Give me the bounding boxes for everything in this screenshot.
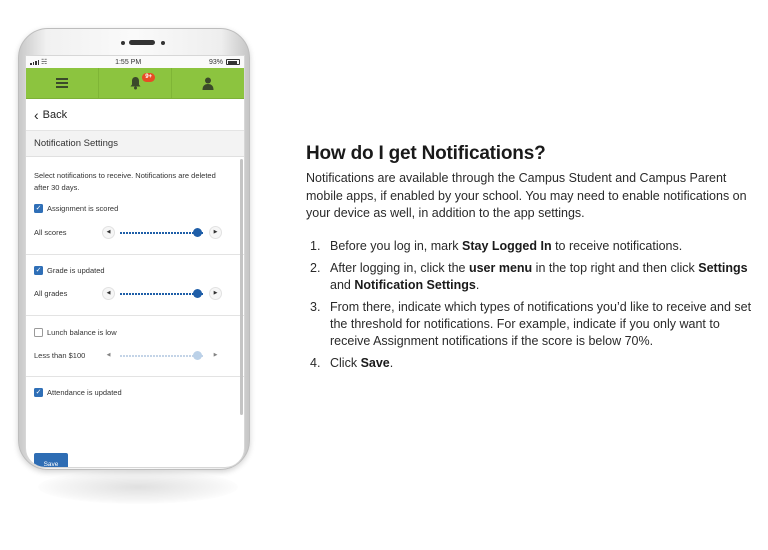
checkbox-lunch-balance[interactable] [26,328,244,337]
app-bar [26,68,244,99]
step-number: 4. [310,355,321,370]
threshold-slider[interactable] [118,349,206,362]
step-number: 2. [310,260,321,275]
phone-speaker [129,40,155,45]
slider-knob[interactable] [193,228,202,237]
slider-knob[interactable] [193,289,202,298]
step-text: After logging in, click the user menu in the top right and then click Settings and Notification Settings. [330,260,748,292]
phone-screen [25,55,245,468]
hamburger-icon [56,76,68,90]
threshold-stepper [102,226,222,239]
settings-section-title: Notification Settings [26,131,244,157]
scrollbar[interactable] [240,159,243,415]
checkbox-attendance-updated[interactable] [26,388,244,397]
help-step [306,260,756,294]
phone-mockup [18,28,250,470]
step-number: 3. [310,299,321,314]
sensor-dot [161,41,165,45]
help-step [306,299,756,350]
slider-track [120,293,204,295]
checkbox-checked-icon: ✓ [35,205,42,212]
settings-intro: Select notifications to receive. Notifications are deleted after 30 days. [34,171,216,192]
threshold-stepper [102,349,222,362]
threshold-slider[interactable] [118,287,206,300]
help-body: Notifications are available through the Campus Student and Campus Parent mobile apps, if enabled by your school. You may need to enable notifications on your device as well, in addition to the app settings. [306,171,747,220]
battery-icon [226,59,240,65]
divider [26,376,244,377]
help-heading: How do I get Notifications? [306,143,546,164]
threshold-stepper [102,287,222,300]
checkbox-unchecked-icon [34,328,43,337]
increase-arrow-icon[interactable]: ▶ [209,349,222,362]
save-button[interactable]: Save [34,453,68,468]
bell-icon [129,76,142,90]
threshold-row-grade [26,284,244,302]
threshold-slider[interactable] [118,226,206,239]
threshold-value: All scores [34,227,67,237]
divider [26,315,244,316]
checkbox-label: Grade is updated [47,266,105,275]
phone-top-bezel [19,29,249,53]
checkbox-label: Attendance is updated [47,388,122,397]
status-bar [26,56,244,68]
help-step [306,238,756,255]
checkbox-grade-updated[interactable] [26,266,244,275]
increase-arrow-icon[interactable]: ▶ [209,226,222,239]
step-text: From there, indicate which types of notifications you’d like to receive and set the threshold for notifications. For example, indicate if you only want to receive Assignment notifications if the score is below 70%. [330,299,752,348]
threshold-value: Less than $100 [34,350,86,360]
divider [26,254,244,255]
threshold-value: All grades [34,288,68,298]
step-text: Click Save. [330,355,394,370]
step-text: Before you log in, mark Stay Logged In to receive notifications. [330,238,683,253]
status-time: 1:55 PM [115,58,142,66]
step-number: 1. [310,238,321,253]
checkbox-checked-icon: ✓ [35,267,42,274]
help-steps [306,238,756,372]
checkbox-label: Lunch balance is low [47,328,117,337]
notifications-button[interactable] [98,68,171,98]
back-button[interactable] [26,99,244,131]
wifi-icon: ☵ [41,59,48,66]
user-icon [202,77,214,90]
threshold-row-lunch [26,346,244,364]
camera-dot [121,41,125,45]
decrease-arrow-icon[interactable]: ◀ [102,349,115,362]
phone-shadow [38,470,238,504]
decrease-arrow-icon[interactable]: ◀ [102,226,115,239]
slider-knob[interactable] [193,351,202,360]
threshold-row-assignment [26,223,244,241]
battery-percent: 93% [208,58,223,66]
signal-icon [30,60,39,65]
user-menu-button[interactable] [171,68,244,98]
help-panel [306,143,756,377]
notification-badge: 9+ [142,73,155,82]
slider-track [120,355,204,357]
back-label: Back [42,108,68,121]
menu-button[interactable] [26,68,98,98]
help-step [306,355,756,372]
decrease-arrow-icon[interactable]: ◀ [102,287,115,300]
checkbox-checked-icon: ✓ [35,389,42,396]
settings-content [26,157,244,468]
increase-arrow-icon[interactable]: ▶ [209,287,222,300]
chevron-left-icon: ‹ [34,106,39,123]
checkbox-label: Assignment is scored [47,204,119,213]
slider-track [120,232,204,234]
checkbox-assignment-scored[interactable] [26,204,244,213]
